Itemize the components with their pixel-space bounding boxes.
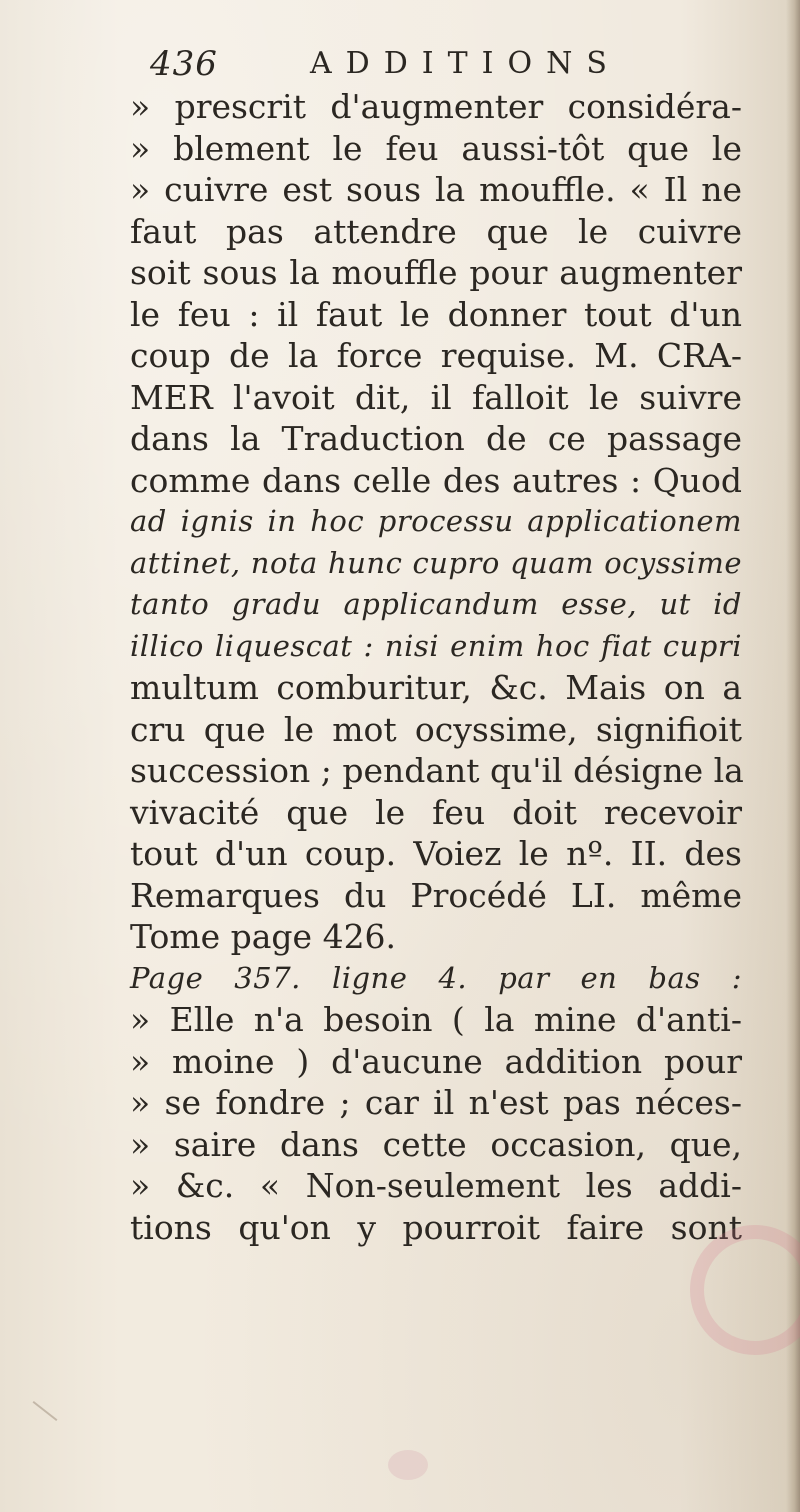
body-text — [130, 86, 742, 1248]
text-line: » saire dans cette occasion, que, — [130, 1124, 742, 1164]
text-line: » Elle n'a besoin ( la mine d'anti- — [130, 1000, 742, 1039]
text-line: comme dans celle des autres : Quod — [130, 460, 742, 500]
text-line: faut pas attendre que le cuivre — [130, 211, 742, 251]
text-line: MER l'avoit dit, il falloit le suivre — [130, 377, 742, 417]
text-line: » prescrit d'augmenter considéra- — [130, 87, 742, 126]
text-line: tions qu'on y pourroit faire sont — [130, 1207, 742, 1247]
reference-line: Page 357. ligne 4. par en bas : — [130, 960, 742, 995]
text-line: Tome page 426. — [130, 917, 397, 956]
text-line: vivacité que le feu doit recevoir — [130, 792, 742, 832]
latin-quote-line: tanto gradu applicandum esse, ut id — [130, 587, 742, 621]
text-line: » blement le feu aussi-tôt que le — [130, 128, 742, 168]
latin-quote-line: attinet, nota hunc cupro quam ocyssime — [130, 545, 742, 580]
text-line: tout d'un coup. Voiez le nº. II. des — [130, 834, 742, 873]
page-number: 436 — [150, 44, 218, 84]
text-line: Remarques du Procédé LI. même — [130, 875, 742, 915]
running-head — [140, 40, 740, 90]
paper-mark — [33, 1401, 58, 1421]
ink-stain — [388, 1450, 428, 1480]
text-line: » moine ) d'aucune addition pour — [130, 1041, 742, 1081]
text-line: multum comburitur, &c. Mais on a — [130, 668, 742, 707]
text-line: dans la Traduction de ce passage — [130, 419, 742, 458]
latin-quote-line: ad ignis in hoc processu applicationem — [130, 504, 742, 538]
text-line: » &c. « Non-seulement les addi- — [130, 1166, 742, 1205]
text-line: » se fondre ; car il n'est pas néces- — [130, 1083, 742, 1122]
text-line: le feu : il faut le donner tout d'un — [130, 294, 742, 334]
running-title: ADDITIONS — [310, 46, 621, 81]
text-line: soit sous la mouffle pour augmenter — [130, 253, 742, 292]
text-line: cru que le mot ocyssime, signifioit — [130, 709, 742, 749]
text-line: » cuivre est sous la mouffle. « Il ne — [130, 170, 742, 209]
text-line: succession ; pendant qu'il désigne la — [130, 751, 744, 790]
text-line: coup de la force requise. M. CRA- — [130, 336, 742, 375]
latin-quote-line: illico liquescat : nisi enim hoc fiat cupri — [130, 628, 742, 663]
